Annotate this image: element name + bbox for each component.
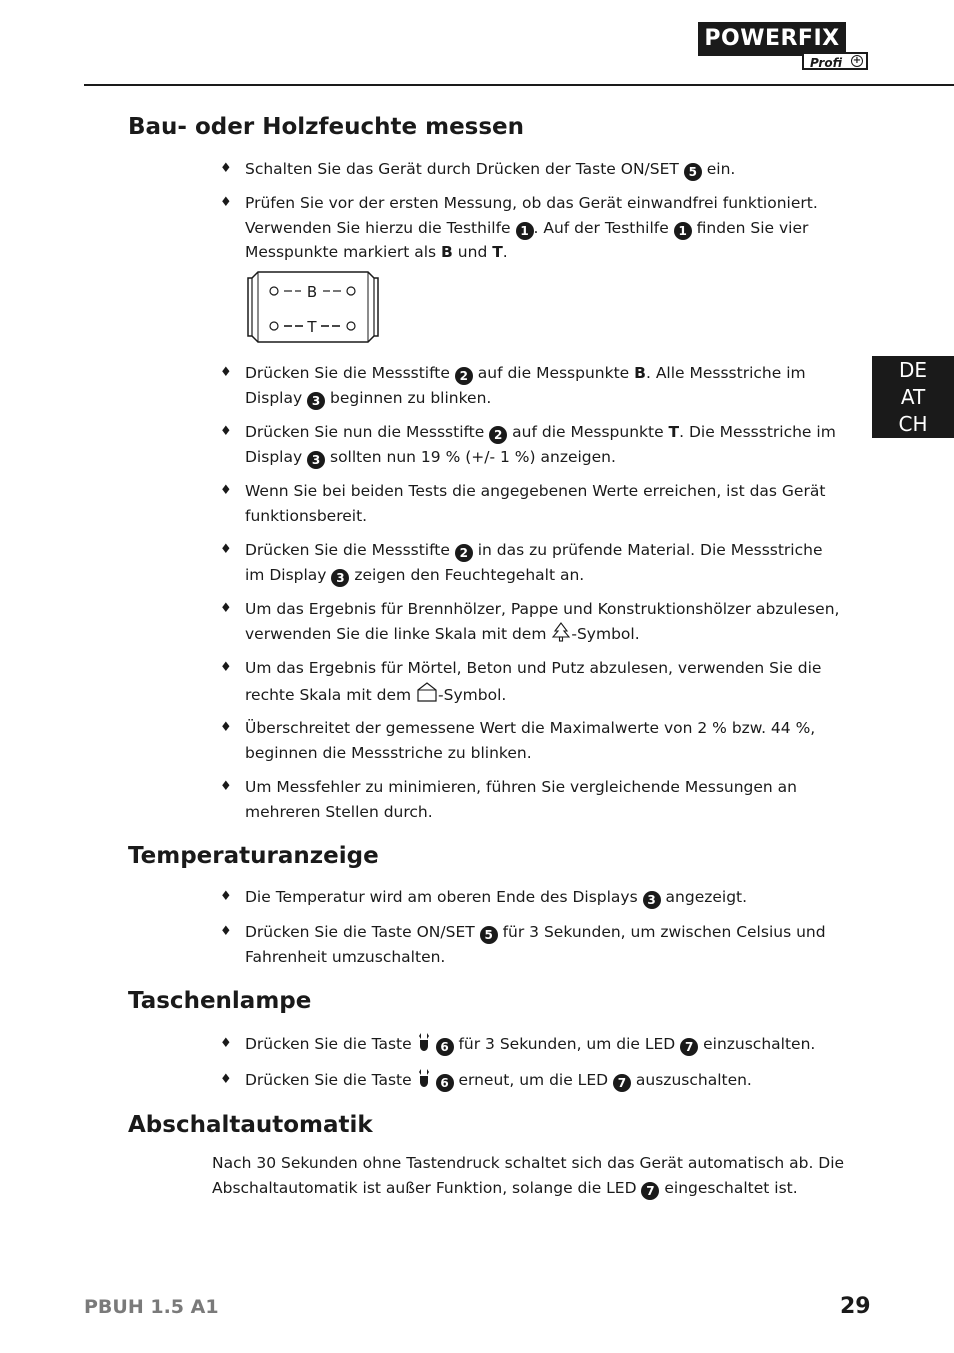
number-badge: 1 (516, 222, 534, 240)
list-item-text: Drücken Sie nun die Messstifte 2 auf die Messpunkte T. Die Messstriche im Display 3 sollten nun 19 % (+/- 1 %) anzeigen. (245, 423, 836, 467)
list-item-text: Um das Ergebnis für Mörtel, Beton und Putz abzulesen, verwenden Sie die rechte Skala mit dem -Symbol. (245, 659, 822, 704)
list-item-text: Prüfen Sie vor der ersten Messung, ob das Gerät einwandfrei funktioniert. Verwenden Sie hierzu die Testhilfe 1 . Auf der Testhilfe 1 finden Sie vier Messpunkte markiert als B und T. (245, 194, 818, 261)
logo-plus-icon: + (852, 55, 862, 66)
number-badge: 3 (307, 392, 325, 410)
bullet-icon: ♦ (220, 660, 232, 675)
test-point-b-label: B (306, 283, 318, 301)
number-badge: 1 (674, 222, 692, 240)
bullet-icon: ♦ (220, 483, 232, 498)
lang-at: AT (900, 385, 926, 409)
number-badge: 5 (480, 926, 498, 944)
bullet-icon: ♦ (220, 779, 232, 794)
logo-wordmark: POWERFIX (698, 22, 846, 56)
number-badge: 2 (455, 367, 473, 385)
header-rule (84, 84, 954, 86)
logo-profi-badge (802, 52, 868, 70)
logo-registered-mark: ® (838, 22, 847, 32)
bullet-icon: ♦ (220, 161, 232, 176)
paragraph: Nach 30 Sekunden ohne Tastendruck schaltet sich das Gerät automatisch ab. Die Abschaltautomatik ist außer Funktion, solange die LED 7 eingeschaltet ist. (212, 1154, 845, 1198)
section-title-abschaltautomatik: Abschaltautomatik (128, 1112, 373, 1138)
bullet-icon: ♦ (220, 424, 232, 439)
test-point-t-label: T (307, 318, 317, 336)
bullet-icon: ♦ (220, 601, 232, 616)
number-badge: 6 (436, 1074, 454, 1092)
list-item-text: Um das Ergebnis für Brennhölzer, Pappe und Konstruktionshölzer abzulesen, verwenden Sie die linke Skala mit dem -Symbol. (245, 600, 840, 643)
list-item-text: Drücken Sie die Taste 6 für 3 Sekunden, um die LED 7 einzuschalten. (245, 1032, 845, 1057)
model-number: PBUH 1.5 A1 (84, 1296, 219, 1318)
bullet-icon: ♦ (220, 195, 232, 210)
bullet-icon: ♦ (220, 720, 232, 735)
list-item-text: Drücken Sie die Taste ON/SET 5 für 3 Sekunden, um zwischen Celsius und Fahrenheit umzuschalten. (245, 923, 826, 966)
list-item-text: Drücken Sie die Messstifte 2 auf die Messpunkte B. Alle Messstriche im Display 3 beginnen zu blinken. (245, 364, 806, 408)
number-badge: 7 (613, 1074, 631, 1092)
bullet-icon: ♦ (220, 365, 232, 380)
section-title-temperatur: Temperaturanzeige (128, 843, 379, 869)
number-badge: 3 (643, 891, 661, 909)
house-icon (416, 681, 438, 703)
list-item-text: Wenn Sie bei beiden Tests die angegebenen Werte erreichen, ist das Gerät funktionsbereit. (245, 482, 826, 525)
language-tab (872, 356, 954, 438)
bullet-icon: ♦ (220, 1036, 232, 1051)
number-badge: 2 (489, 426, 507, 444)
list-item-text: Um Messfehler zu minimieren, führen Sie vergleichende Messungen an mehreren Stellen durch. (245, 778, 797, 821)
bullet-icon: ♦ (220, 1072, 232, 1087)
number-badge: 6 (436, 1038, 454, 1056)
bullet-icon: ♦ (220, 542, 232, 557)
list-item-text: Die Temperatur wird am oberen Ende des Displays 3 angezeigt. (245, 888, 748, 907)
section-title-holzfeuchte: Bau- oder Holzfeuchte messen (128, 114, 525, 140)
lang-ch: CH (898, 412, 928, 436)
logo-profi-text: Profi (810, 56, 843, 70)
powerfix-logo (698, 22, 870, 74)
number-badge: 5 (684, 163, 702, 181)
lang-de: DE (898, 358, 928, 382)
number-badge: 2 (455, 544, 473, 562)
bullet-icon: ♦ (220, 924, 232, 939)
page-number: 29 (840, 1294, 871, 1319)
tree-icon (551, 622, 571, 642)
number-badge: 3 (331, 569, 349, 587)
list-item-text: Drücken Sie die Taste 6 erneut, um die LED 7 auszuschalten. (245, 1068, 845, 1093)
bulb-icon (417, 1032, 431, 1052)
bulb-icon (417, 1068, 431, 1088)
test-aid-figure (244, 270, 382, 344)
bullet-icon: ♦ (220, 889, 232, 904)
list-item-text: Überschreitet der gemessene Wert die Maximalwerte von 2 % bzw. 44 %, beginnen die Messstriche zu blinken. (245, 719, 816, 762)
list-item-text: Drücken Sie die Messstifte 2 in das zu prüfende Material. Die Messstriche im Display 3 zeigen den Feuchtegehalt an. (245, 541, 823, 585)
number-badge: 7 (680, 1038, 698, 1056)
number-badge: 7 (641, 1182, 659, 1200)
section-title-taschenlampe: Taschenlampe (128, 988, 312, 1014)
number-badge: 3 (307, 451, 325, 469)
list-item-text: Schalten Sie das Gerät durch Drücken der Taste ON/SET 5 ein. (245, 160, 736, 179)
